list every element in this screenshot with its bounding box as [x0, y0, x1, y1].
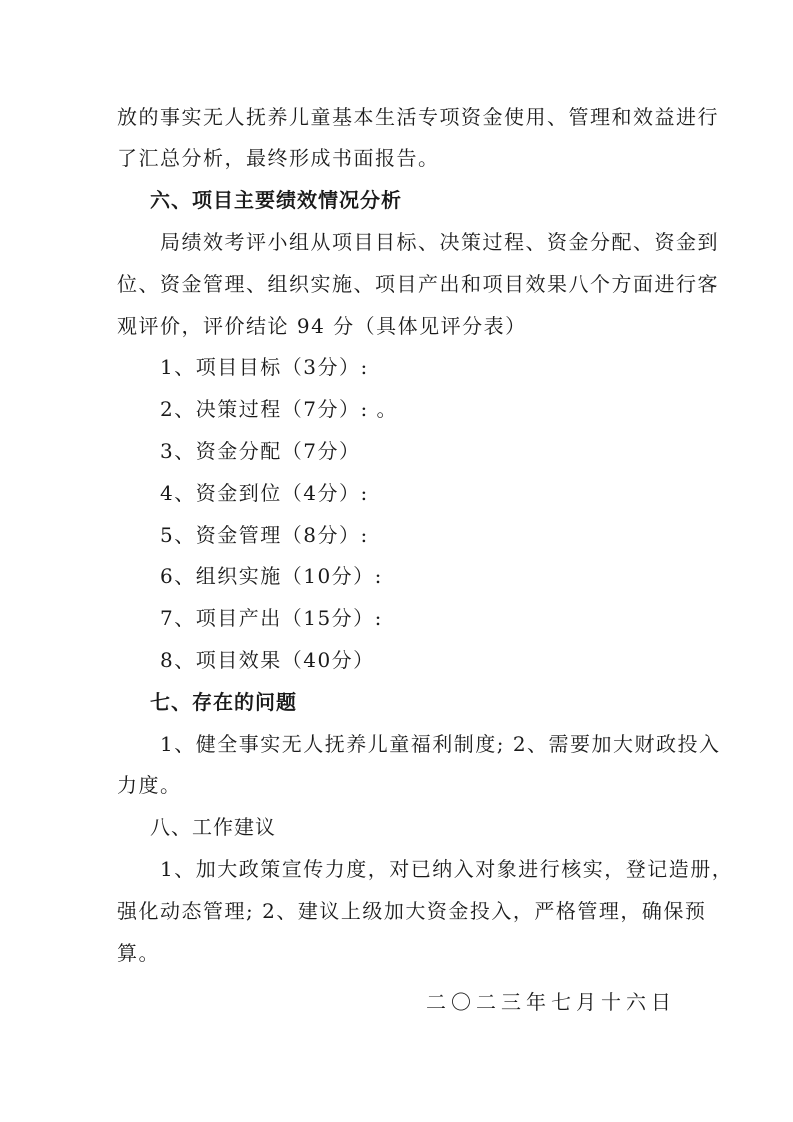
- list-item: 4、资金到位（4分）:: [160, 481, 369, 505]
- section-7-heading: 七、存在的问题: [150, 690, 297, 714]
- intro-line-1: 放的事实无人抚养儿童基本生活专项资金使用、管理和效益进行: [117, 105, 719, 129]
- list-item: 2、决策过程（7分）: 。: [160, 397, 399, 421]
- section-8-para-line-3: 算。: [117, 941, 160, 965]
- intro-line-2: 了汇总分析，最终形成书面报告。: [117, 146, 440, 170]
- section-6-para-line-1: 局绩效考评小组从项目目标、决策过程、资金分配、资金到: [160, 230, 719, 254]
- list-item: 6、组织实施（10分）:: [160, 564, 383, 588]
- section-6-para-line-3: 观评价，评价结论 94 分（具体见评分表）: [117, 314, 527, 338]
- section-8-heading: 八、工作建议: [150, 815, 276, 839]
- section-6-para-line-2: 位、资金管理、组织实施、项目产出和项目效果八个方面进行客: [117, 272, 719, 296]
- list-item: 5、资金管理（8分）:: [160, 523, 369, 547]
- section-7-para-line-1: 1、健全事实无人抚养儿童福利制度; 2、需要加大财政投入: [160, 732, 721, 756]
- list-item: 8、项目效果（40分）: [160, 648, 375, 672]
- list-item: 3、资金分配（7分）: [160, 439, 361, 463]
- section-8-para-line-2: 强化动态管理; 2、建议上级加大资金投入，严格管理，确保预: [117, 899, 707, 923]
- section-7-para-line-2: 力度。: [117, 773, 182, 797]
- list-item: 7、项目产出（15分）:: [160, 606, 383, 630]
- list-item: 1、项目目标（3分）:: [160, 355, 369, 379]
- document-date: 二〇二三年七月十六日: [426, 990, 676, 1014]
- section-8-para-line-1: 1、加大政策宣传力度，对已纳入对象进行核实，登记造册，: [160, 857, 734, 881]
- section-6-heading: 六、项目主要绩效情况分析: [150, 188, 402, 212]
